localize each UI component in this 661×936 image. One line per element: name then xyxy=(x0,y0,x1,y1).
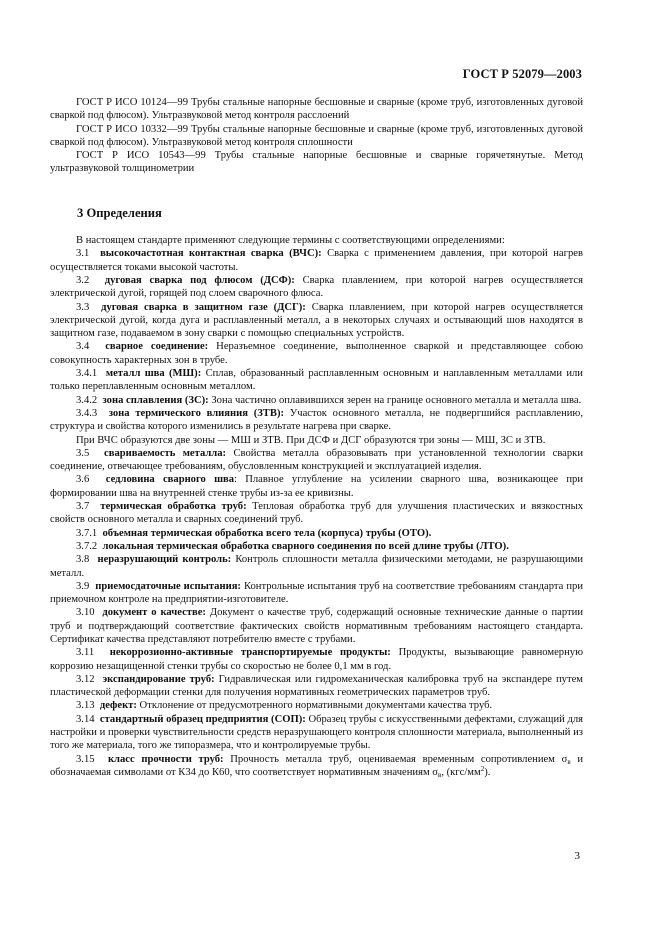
definition-item xyxy=(50,394,583,407)
definition-text: Свойства металла образовывать при установленной технологии сварки соединение, отвечающее требованиям, обусловленным конструкцией и эксплуатацией изделия. xyxy=(50,447,583,473)
definition-term: документ о качестве: xyxy=(102,607,206,619)
definition-item xyxy=(50,580,583,607)
page-number: 3 xyxy=(574,850,580,862)
definition-item xyxy=(50,527,583,540)
definition-term: сварное соединение: xyxy=(105,341,209,353)
definition-text: Неразъемное соединение, выполненное сваркой и представляющее собою совокупность характерных зон в трубе. xyxy=(50,341,583,366)
definition-text: Контроль сплошности металла физическими методами, не разрушающими металл. xyxy=(50,554,583,579)
definition-term: локальная термическая обработка сварного соединения по всей длине трубы (ЛТО). xyxy=(102,540,509,552)
subscript: в xyxy=(567,757,571,766)
definition-item xyxy=(50,606,583,646)
definition-item xyxy=(50,646,583,673)
section-intro: В настоящем стандарте применяют следующие термины с соответствующими определениями: xyxy=(76,235,505,247)
definition-number: 3.3 xyxy=(76,301,90,313)
definition-item xyxy=(50,301,583,341)
definition-number: 3.4.3 xyxy=(76,407,98,419)
definition-number: 3.4.1 xyxy=(76,368,98,380)
definition-text: Сварка плавлением, при которой нагрев осуществляется электрической дугой, когда дуга и расплавленный металл, а в некоторых случаях и остывающий шов находятся в защитном газе, подаваемом в зону сварки с помощью специальных устройств. xyxy=(50,301,584,340)
definition-term: некоррозионно-активные транспортируемые продукты: xyxy=(109,647,391,659)
definition-item xyxy=(50,753,583,780)
definition-text: Сплав, образованный расплавленным основным и наплавленным металлами или только переплавленным основным металлом. xyxy=(50,368,583,393)
definition-term: неразрушающий контроль: xyxy=(97,554,232,566)
reference-item: ГОСТ Р ИСО 10332—99 Трубы стальные напорные бесшовные и сварные (кроме труб, изготовленных дуговой сваркой под флюсом). Ультразвуковой метод контроля сплошности xyxy=(50,123,583,148)
definition-item xyxy=(50,673,583,700)
page-content xyxy=(50,96,583,779)
definition-text: Отклонение от предусмотренного нормативными документами качества труб. xyxy=(136,700,493,712)
definition-term: свариваемость металла: xyxy=(104,447,227,459)
definition-item xyxy=(50,713,583,753)
definition-number: 3.10 xyxy=(76,607,95,619)
definition-item xyxy=(50,699,583,712)
reference-item: ГОСТ Р ИСО 10543—99 Трубы стальные напорные бесшовные и сварные горячетянутые. Метод ультразвуковой толщинометрии xyxy=(50,150,583,175)
definition-number: 3.7 xyxy=(76,501,90,513)
definition-term: зона термического влияния (ЗТВ): xyxy=(108,407,284,419)
definition-number: 3.6 xyxy=(76,474,90,486)
definition-term: дуговая сварка под флюсом (ДСФ): xyxy=(104,274,295,286)
definition-text: Образец трубы с искусственными дефектами, служащий для настройки и проверки чувствительности средств неразрушающего контроля сплошности материала, выполненный из того же материала, того же типоразмера, что и контролируемые трубы. xyxy=(50,713,584,752)
definition-number: 3.12 xyxy=(76,673,95,685)
definition-number: 3.2 xyxy=(76,274,90,286)
definition-text: При ВЧС образуются две зоны — МШ и ЗТВ. При ДСФ и ДСГ образуются три зоны — МШ, ЗС и ЗТВ. xyxy=(76,434,546,446)
definition-term: дуговая сварка в защитном газе (ДСГ): xyxy=(101,301,306,313)
definition-text: Сварка плавлением, при которой нагрев осуществляется электрической дугой, горящей под слоем сварочного флюса. xyxy=(50,274,583,300)
reference-item: ГОСТ Р ИСО 10124—99 Трубы стальные напорные бесшовные и сварные (кроме труб, изготовленных дуговой сваркой под флюсом). Ультразвуковой метод контроля расслоений xyxy=(50,97,583,122)
definition-text: Участок основного металла, не подвергшийся расплавлению, структура и свойства которого изменились в результате нагрева при сварке. xyxy=(50,407,583,433)
definition-text: Зона частично оплавившихся зерен на границе основного металла и металла шва. xyxy=(208,394,582,406)
definition-item xyxy=(50,447,583,474)
definition-item xyxy=(50,274,583,301)
definition-item xyxy=(50,340,583,367)
definition-number: 3.15 xyxy=(76,753,95,765)
definition-number: 3.11 xyxy=(76,647,95,659)
definition-number: 3.5 xyxy=(76,447,90,459)
definition-text: Документ о качестве труб, содержащий основные технические данные о партии труб и подтверждающий соответствие фактических свойств нормативным требованиям настоящего стандарта. Сертификат качества представляют потребителю вместе с трубами. xyxy=(50,607,583,645)
definition-text: Тепловая обработка труб для улучшения пластических и вязкостных свойств основного металла и сварных соединений труб. xyxy=(50,501,584,526)
definition-term: металл шва (МШ): xyxy=(105,368,202,380)
definition-number: 3.13 xyxy=(76,700,95,712)
subscript: в xyxy=(438,770,442,779)
definition-term: зона сплавления (ЗС): xyxy=(102,394,209,406)
definition-item xyxy=(50,247,583,274)
definition-text: Прочность металла труб, оцениваемая временным сопротивлением σ xyxy=(223,753,568,765)
definition-term: приемосдаточные испытания: xyxy=(95,580,241,592)
definition-item xyxy=(50,500,583,527)
definition-number: 3.1 xyxy=(76,248,90,260)
definition-term: седловина сварного шва xyxy=(105,474,235,486)
definition-item xyxy=(50,434,583,447)
definition-item xyxy=(50,407,583,434)
definition-number: 3.4.2 xyxy=(76,394,98,406)
definition-term: объемная термическая обработка всего тела (корпуса) трубы (ОТО). xyxy=(102,527,432,539)
definition-item xyxy=(50,367,583,394)
definition-text: ). xyxy=(484,766,491,778)
definition-term: дефект: xyxy=(99,700,137,712)
definition-number: 3.4 xyxy=(76,341,90,353)
definition-item xyxy=(50,540,583,553)
definition-item xyxy=(50,473,583,500)
definition-text: Гидравлическая или гидромеханическая калибровка труб на экспандере путем пластической деформации стенки для получения нормативных геометрических параметров труб. xyxy=(50,673,584,699)
superscript: 2 xyxy=(480,764,485,773)
normative-references xyxy=(50,96,583,176)
definition-text: и обозначаемая символами от К34 до К60, что соответствует нормативным значениям σ xyxy=(50,753,583,778)
document-code: ГОСТ Р 52079—2003 xyxy=(462,67,582,81)
definition-number: 3.14 xyxy=(76,713,95,725)
definition-term: высокочастотная контактная сварка (ВЧС): xyxy=(100,248,322,260)
definition-term: термическая обработка труб: xyxy=(100,501,247,513)
definitions-list xyxy=(50,247,583,752)
definition-text: : Плавное углубление на усилении сварного шва, возникающее при формировании шва на внутренней стенке трубы из-за ее кривизны. xyxy=(50,474,584,499)
definition-term: класс прочности труб: xyxy=(107,753,224,765)
definition-text: Сварка с применением давления, при которой нагрев осуществляется токами высокой частоты. xyxy=(50,248,583,273)
definition-item xyxy=(50,553,583,580)
definition-number: 3.9 xyxy=(76,580,90,592)
definition-number: 3.7.2 xyxy=(76,540,98,552)
section-title: 3 Определения xyxy=(77,205,162,220)
definition-text: Продукты, вызывающие равномерную коррозию незащищенной стенки трубы со скоростью не более 0,1 мм в год. xyxy=(50,647,583,672)
definition-term: стандартный образец предприятия (СОП): xyxy=(99,713,306,725)
definition-text: Контрольные испытания труб на соответствие требованиям стандарта при приемочном контроле на предприятии-изготовителе. xyxy=(50,580,583,606)
definition-term: экспандирование труб: xyxy=(102,673,215,685)
definition-number: 3.7.1 xyxy=(76,527,98,539)
definition-text: , (кгс/мм xyxy=(441,766,481,778)
definition-number: 3.8 xyxy=(76,554,90,566)
